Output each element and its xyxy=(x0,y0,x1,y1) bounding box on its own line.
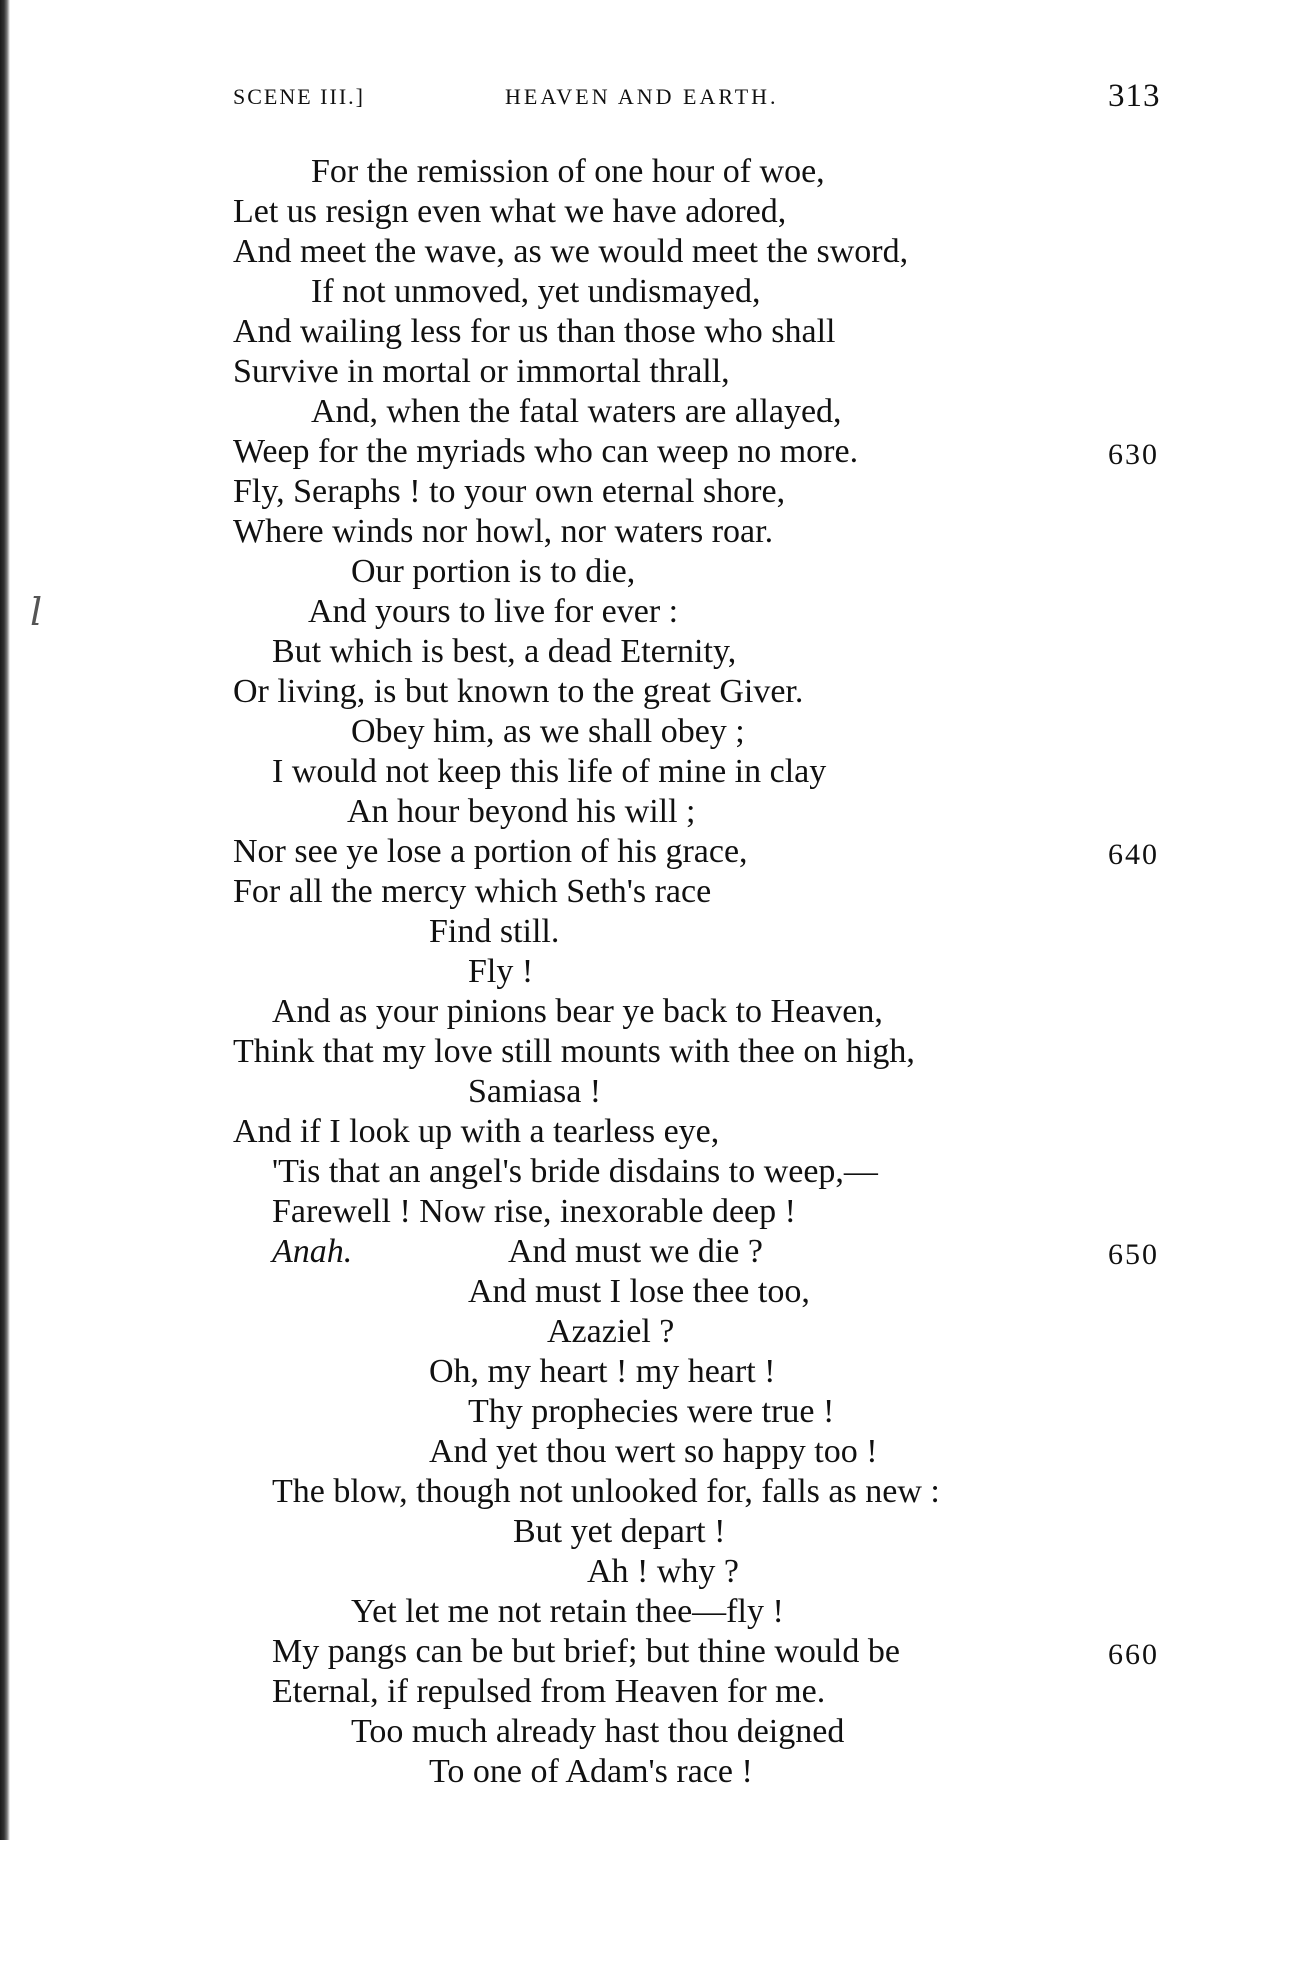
verse-line: The blow, though not unlooked for, falls as new : xyxy=(272,1473,940,1510)
verse-line: Oh, my heart ! my heart ! xyxy=(429,1353,776,1390)
verse-line: My pangs can be but brief; but thine would be xyxy=(272,1633,900,1670)
verse-line: And, when the fatal waters are allayed, xyxy=(311,393,842,430)
verse-line: And yet thou wert so happy too ! xyxy=(429,1433,878,1470)
verse-line: An hour beyond his will ; xyxy=(347,793,696,830)
verse-line: And wailing less for us than those who shall xyxy=(233,313,836,350)
verse-line: I would not keep this life of mine in clay xyxy=(272,753,827,790)
verse-line: And if I look up with a tearless eye, xyxy=(233,1113,720,1150)
scene-label: SCENE III.] xyxy=(233,84,365,109)
verse-line: Nor see ye lose a portion of his grace, xyxy=(233,833,748,870)
page-number: 313 xyxy=(1108,78,1161,114)
verse-line: Obey him, as we shall obey ; xyxy=(351,713,745,750)
verse-line: For the remission of one hour of woe, xyxy=(311,153,825,190)
verse-line: Farewell ! Now rise, inexorable deep ! xyxy=(272,1193,796,1230)
verse-line: 'Tis that an angel's bride disdains to weep,— xyxy=(272,1153,878,1190)
verse-line: Too much already hast thou deigned xyxy=(351,1713,845,1750)
verse-line: Let us resign even what we have adored, xyxy=(233,193,787,230)
verse-line: And as your pinions bear ye back to Heaven, xyxy=(272,993,883,1030)
running-title: HEAVEN AND EARTH. xyxy=(505,84,779,109)
verse-line: Ah ! why ? xyxy=(587,1553,740,1590)
verse-line: Survive in mortal or immortal thrall, xyxy=(233,353,730,390)
verse-line: But yet depart ! xyxy=(513,1513,726,1550)
margin-pencil-mark: l xyxy=(30,590,43,634)
running-header xyxy=(0,78,1313,118)
verse-line: For all the mercy which Seth's race xyxy=(233,873,712,910)
line-number: 630 xyxy=(1108,438,1159,471)
verse-line: Yet let me not retain thee—fly ! xyxy=(351,1593,784,1630)
verse-line: Think that my love still mounts with thee on high, xyxy=(233,1033,915,1070)
verse-line: Weep for the myriads who can weep no more. xyxy=(233,433,859,470)
page-binding-edge xyxy=(0,0,10,1840)
verse-line: And meet the wave, as we would meet the sword, xyxy=(233,233,909,270)
verse-line: Azaziel ? xyxy=(547,1313,675,1350)
line-number: 650 xyxy=(1108,1238,1159,1271)
speaker-name: Anah. xyxy=(272,1233,353,1270)
verse-line: To one of Adam's race ! xyxy=(429,1753,753,1790)
line-number: 640 xyxy=(1108,838,1159,871)
verse-line: Or living, is but known to the great Giver. xyxy=(233,673,804,710)
verse-line: But which is best, a dead Eternity, xyxy=(272,633,737,670)
verse-line: Our portion is to die, xyxy=(351,553,636,590)
verse-line: Samiasa ! xyxy=(468,1073,602,1110)
verse-line: Fly ! xyxy=(468,953,534,990)
verse-line: Where winds nor howl, nor waters roar. xyxy=(233,513,774,550)
verse-line: Fly, Seraphs ! to your own eternal shore, xyxy=(233,473,786,510)
line-number: 660 xyxy=(1108,1638,1159,1671)
verse-line: And must we die ? xyxy=(508,1233,763,1270)
verse-line: Thy prophecies were true ! xyxy=(468,1393,835,1430)
verse-line: Find still. xyxy=(429,913,560,950)
verse-line: Eternal, if repulsed from Heaven for me. xyxy=(272,1673,826,1710)
verse-line: If not unmoved, yet undismayed, xyxy=(311,273,761,310)
verse-line: And must I lose thee too, xyxy=(468,1273,810,1310)
verse-line: And yours to live for ever : xyxy=(308,593,679,630)
